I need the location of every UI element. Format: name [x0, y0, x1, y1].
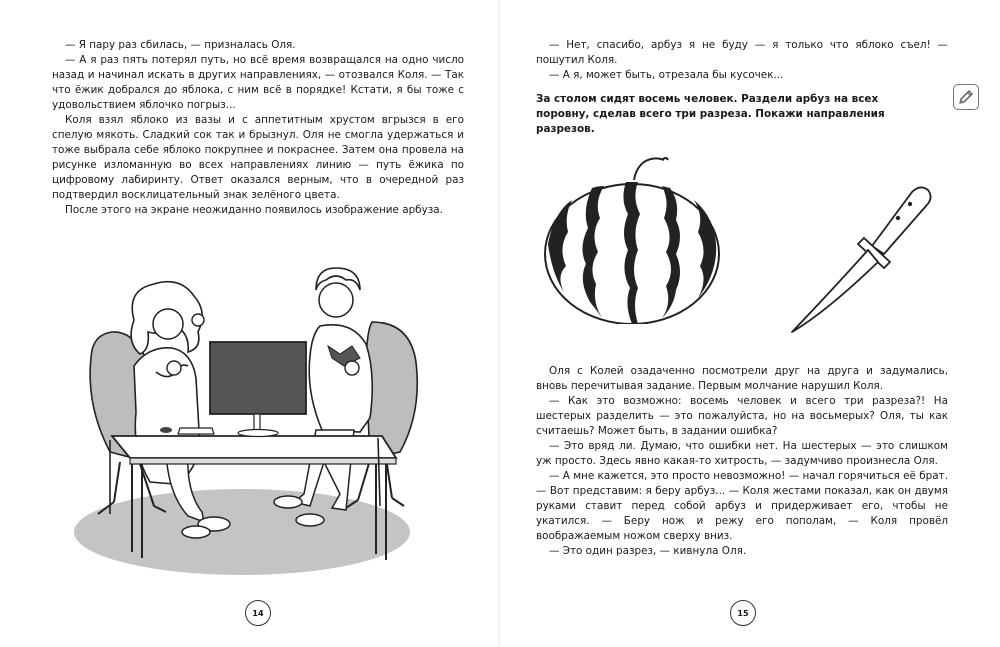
paragraph: — Это вряд ли. Думаю, что ошибки нет. На шестерых — это слишком уж просто. Здесь явно какая-то хитрость, — задумчиво произнесла Оля.	[536, 440, 948, 467]
paragraph: — Я пару раз сбилась, — призналась Оля.	[65, 39, 296, 51]
right-page-top-text	[536, 38, 948, 83]
task-text: За столом сидят восемь человек. Раздели арбуз на всех поровну, сделав всего три разреза. Покажи направления разрезов.	[536, 93, 885, 135]
paragraph: — А я раз пять потерял путь, но всё время возвращался на одно число назад и начинал искать в других направлениях, — отозвался Коля. — Так что ёжик добрался до яблока, с ним всё в порядке! Кстати, я бы тоже с удовольствием яблочко погрыз...	[52, 54, 464, 111]
children-at-computer-illustration	[70, 262, 430, 580]
paragraph: — А я, может быть, отрезала бы кусочек...	[549, 69, 784, 81]
paragraph: Оля с Колей озадаченно посмотрели друг на друга и задумались, вновь перечитывая задание. Первым молчание нарушил Коля.	[536, 365, 948, 392]
right-page	[500, 0, 1000, 647]
paragraph: — Как это возможно: восемь человек и всего три разреза?! На шестерых разделить — это пожалуйста, но на восьмерых? Оля, ты как считаешь? Может быть, в задании ошибка?	[536, 395, 948, 437]
paragraph: После этого на экране неожиданно появилось изображение арбуза.	[65, 204, 443, 216]
page-number: 14	[245, 600, 271, 626]
left-page-text	[52, 38, 464, 218]
paragraph: — Нет, спасибо, арбуз я не буду — я только что яблоко съел! — пошутил Коля.	[536, 39, 948, 66]
paragraph: — А мне кажется, это просто невозможно! — начал горячиться её брат. — Вот представим: я беру арбуз... — Коля жестами показал, как он двумя руками ставит перед собой арбуз и придерживает его, чтобы не укатился. — Беру нож и режу его пополам, — Коля провёл воображаемым ножом сверху вниз.	[536, 470, 948, 542]
page-number: 15	[730, 600, 756, 626]
paragraph: Коля взял яблоко из вазы и с аппетитным хрустом вгрызся в его спелую мякоть. Сладкий сок так и брызнул. Оля не смогла удержаться и тоже выбрала себе яблоко покрупнее и покраснее. Затем она провела на рисунке изломанную во всех направлениях линию — путь ёжика по цифровому лабиринту. Ответ оказался верным, что в очередной раз подтвердил восклицательный знак зелёного цвета.	[52, 114, 464, 201]
right-page-bottom-text	[536, 364, 948, 559]
pencil-icon	[953, 84, 979, 110]
task-statement	[536, 92, 906, 137]
paragraph: — Это один разрез, — кивнула Оля.	[549, 545, 747, 557]
knife-illustration	[786, 184, 946, 336]
watermelon-illustration	[542, 152, 724, 324]
